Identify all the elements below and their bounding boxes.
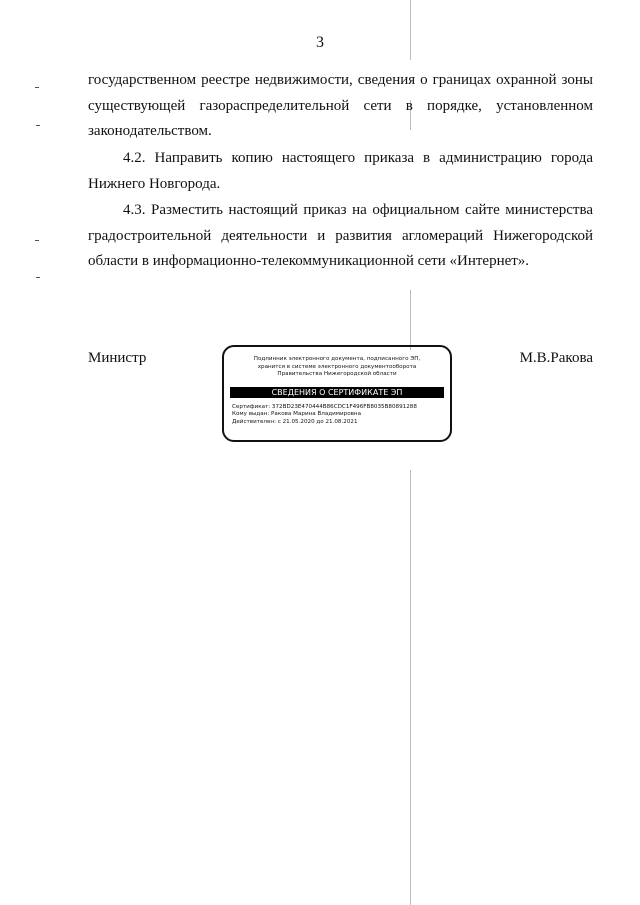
scan-mark	[35, 240, 39, 241]
signatory-position: Министр	[88, 350, 147, 366]
issued-to: Кому выдан: Ракова Марина Владимировна	[232, 411, 361, 417]
scan-artifact-line	[410, 290, 411, 350]
text-line: государственном реестре недвижимости, сведения о границах охранной зоны	[88, 72, 593, 88]
text-line: законодательством.	[88, 123, 212, 139]
paragraph-4-3	[88, 198, 593, 275]
signatory-name: М.В.Ракова	[519, 350, 593, 366]
electronic-signature-stamp	[222, 345, 452, 442]
stamp-header	[224, 356, 450, 379]
text-line: градостроительной деятельности и развития агломераций Нижегородской	[88, 227, 593, 244]
text-line: Нижнего Новгорода.	[88, 175, 221, 192]
text-line: 4.2. Направить копию настоящего приказа в администрацию города	[123, 150, 593, 166]
scan-artifact-line	[410, 470, 411, 905]
stamp-info	[232, 404, 450, 427]
text-line: существующей газораспределительной сети в порядке, установленном	[88, 97, 593, 114]
scan-mark	[35, 87, 39, 88]
stamp-header-line: Подлинник электронного документа, подписанного ЭП,	[253, 356, 421, 362]
paragraph-continuation	[88, 68, 593, 145]
certificate-number: Сертификат: 372BD23E470444B86CDC1F496FB8035B80891288	[232, 403, 417, 410]
scan-mark	[36, 277, 40, 278]
text-line: 4.3. Разместить настоящий приказ на официальном сайте министерства	[123, 202, 593, 218]
scan-mark	[36, 125, 40, 126]
stamp-title: СВЕДЕНИЯ О СЕРТИФИКАТЕ ЭП	[230, 387, 444, 398]
text-line: области в информационно-телекоммуникационной сети «Интернет».	[88, 253, 530, 269]
page-number: 3	[316, 34, 324, 51]
stamp-header-line: Правительства Нижегородской области	[277, 371, 397, 377]
stamp-header-line: хранится в системе электронного документооборота	[257, 363, 417, 370]
validity-period: Действителен: с 21.05.2020 до 21.08.2021	[232, 418, 358, 425]
paragraph-4-2	[88, 146, 593, 197]
